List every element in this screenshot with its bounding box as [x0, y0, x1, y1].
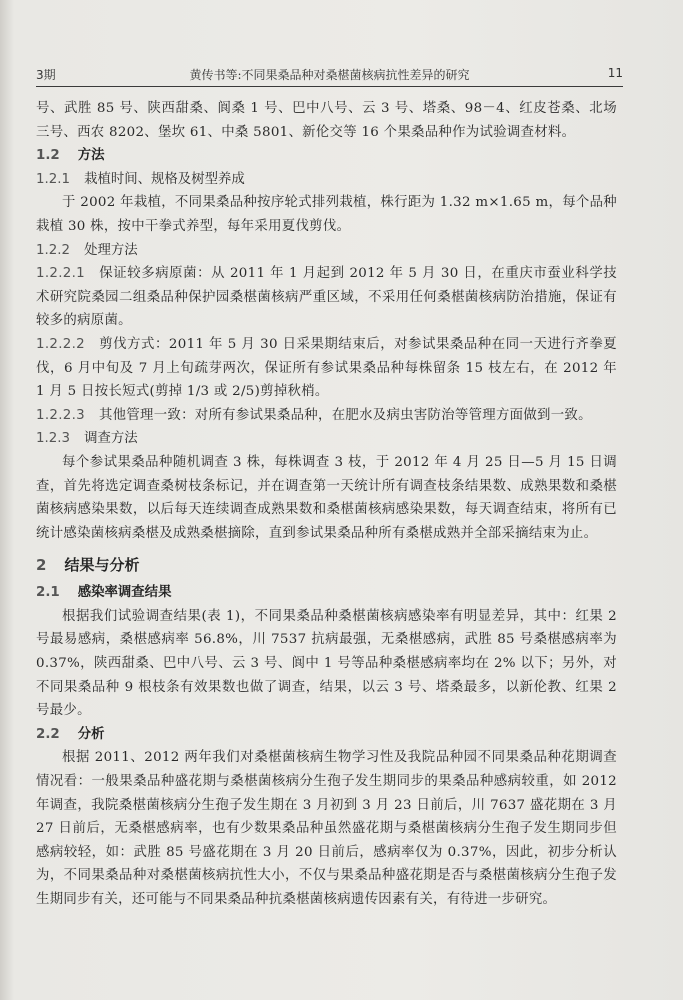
- paragraph-survey-method: 每个参试果桑品种随机调查 3 株，每株调查 3 枝，于 2012 年 4 月 25 日—5 月 15 日调查，首先将选定调查桑树枝条标记，并在调查第一天统计所有调查枝条结果数、成熟果数和桑椹菌核病感染果数，以后每天连续调查成熟果数和桑椹菌核病感染果数，每天调查结束，将所有已统计感染菌核病桑椹及成熟桑椹摘除，直到参试果桑品种所有桑椹成熟并全部采摘结束为止。: [36, 454, 617, 541]
- section-title: 感染率调查结果: [77, 585, 172, 601]
- section-title: 结果与分析: [64, 556, 140, 575]
- paragraph-1-2-2-3: [36, 404, 617, 428]
- section-title: 方法: [77, 148, 105, 164]
- section-number: 1.2.2.1: [36, 266, 85, 282]
- section-heading-2: [36, 553, 617, 577]
- subsection-heading-1-2-1: [36, 168, 617, 192]
- paragraph-planting: 于 2002 年栽植，不同果桑品种按序轮式排列栽植，株行距为 1.32 m×1.65 m，每个品种栽植 30 株，按中干拳式养型，每年采用夏伐剪伐。: [36, 195, 617, 234]
- running-head-title: 黄传书等:不同果桑品种对桑椹菌核病抗性差异的研究: [189, 68, 470, 82]
- section-title: 分析: [77, 726, 105, 742]
- section-heading-2-1: [36, 581, 617, 605]
- section-heading-1-2: [36, 144, 617, 168]
- paragraph-text: 保证较多病原菌：从 2011 年 1 月起到 2012 年 5 月 30 日，在重庆市蚕业科学技术研究院桑园二组桑品种保护园桑椹菌核病严重区域，不采用任何桑椹菌核病防治措施，保证有较多的病原菌。: [36, 266, 617, 329]
- section-title: 处理方法: [84, 242, 138, 258]
- paragraph-text: 其他管理一致：对所有参试果桑品种，在肥水及病虫害防治等管理方面做到一致。: [98, 407, 592, 423]
- section-number: 1.2: [36, 148, 60, 164]
- section-heading-2-2: [36, 723, 617, 747]
- issue-number: 3期: [36, 68, 56, 82]
- section-number: 1.2.2.3: [36, 407, 85, 423]
- section-number: 1.2.2.2: [36, 336, 85, 352]
- section-number: 1.2.3: [36, 431, 71, 447]
- section-number: 2.1: [36, 585, 60, 601]
- section-number: 1.2.1: [36, 171, 71, 187]
- page-number: 11: [607, 66, 623, 80]
- section-title: 调查方法: [84, 431, 138, 447]
- paragraph-analysis: 根据 2011、2012 两年我们对桑椹菌核病生物学习性及我院品种园不同果桑品种花期调查情况看：一般果桑品种盛花期与桑椹菌核病分生孢子发生期同步的果桑品种感病较重，如 2012 年调查，我院桑椹菌核病分生孢子发生期在 3 月初到 3 月 23 日前后，川 7637 盛花期在 3 月 27 日前后，无桑椹感病率，也有少数果桑品种虽然盛花期与桑椹菌核病分生孢子发生期同步但感病较轻，如：武胜 85 号盛花期在 3 月 20 日前后，感病率仅为 0.37%，因此，初步分析认为，不同果桑品种对桑椹菌核病抗性大小，不仅与果桑品种盛花期是否与桑椹菌核病分生孢子发生期同步有关，还可能与不同果桑品种抗桑椹菌核病遗传因素有关，有待进一步研究。: [36, 750, 617, 907]
- section-number: 1.2.2: [36, 242, 71, 258]
- paragraph-1-2-2-1: [36, 262, 617, 333]
- article-body: [36, 97, 617, 912]
- paragraph-infection-results: 根据我们试验调查结果(表 1)，不同果桑品种桑椹菌核病感染率有明显差异，其中：红果 2 号最易感病，桑椹感病率 56.8%，川 7537 抗病最强，无桑椹感病，武胜 85 号桑椹感病率为 0.37%，陕西甜桑、巴中八号、云 3 号、阆中 1 号等品种桑椹感病率均在 2% 以下；另外，对不同果桑品种 9 根枝条有效果数也做了调查，结果，以云 3 号、塔桑最多，以新伦教、红果 2 号最少。: [36, 608, 617, 719]
- paragraph-materials-continued: 号、武胜 85 号、陕西甜桑、阆桑 1 号、巴中八号、云 3 号、塔桑、98－4、红皮苍桑、北场三号、西农 8202、堡坎 61、中桑 5801、新伦交等 16 个果桑品种作为试验调查材料。: [36, 101, 617, 140]
- section-title: 栽植时间、规格及树型养成: [84, 171, 245, 187]
- section-number: 2.2: [36, 726, 60, 742]
- subsection-heading-1-2-2: [36, 239, 617, 263]
- paragraph-text: 剪伐方式：2011 年 5 月 30 日采果期结束后，对参试果桑品种在同一天进行齐拳夏伐，6 月中旬及 7 月上旬疏芽两次，保证所有参试果桑品种每株留条 15 枝左右，在 2012 年 1 月 5 日按长短式(剪掉 1/3 或 2/5)剪掉秋梢。: [36, 336, 617, 400]
- subsection-heading-1-2-3: [36, 427, 617, 451]
- paragraph-1-2-2-2: [36, 333, 617, 404]
- running-header: [36, 64, 623, 87]
- section-number: 2: [36, 556, 47, 575]
